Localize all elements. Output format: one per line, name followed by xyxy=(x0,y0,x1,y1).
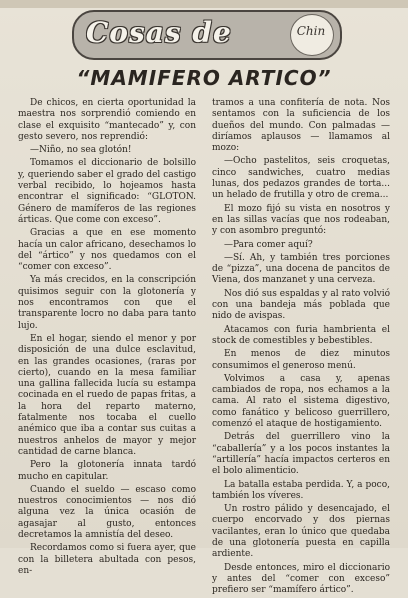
paragraph: —Sí. Ah, y también tres porciones de “pizza”, una docena de pancitos de Viena, dos manzanet y una cerveza. xyxy=(212,252,390,286)
paragraph: Cuando el sueldo — escaso como nuestros conocimientos — nos dió alguna vez la única ocasión de agasajar al gusto, entonces decretamos la amnistía del deseo. xyxy=(18,484,196,540)
paragraph: Pero la glotonería innata tardó mucho en capitular. xyxy=(18,460,196,482)
banner-logo: Chin xyxy=(296,24,326,38)
paragraph: Detrás del guerrillero vino la “caballería” y a los pocos instantes la “artillería” hacía impactos certeros en el bolo alimenticio. xyxy=(212,432,390,477)
paragraph: —Ocho pastelitos, seis croquetas, cinco sandwiches, cuatro medias lunas, dos pedazos grandes de torta... un helado de frutilla y otro de crema... xyxy=(212,156,390,201)
page-top-edge xyxy=(0,0,408,8)
paragraph: Ya más crecidos, en la conscripción quisimos seguir con la glotonería y nos encontramos con que el transparente locro no daba para tanto lujo. xyxy=(18,275,196,331)
paragraph: La batalla estaba perdida. Y, a poco, también los víveres. xyxy=(212,479,390,501)
paragraph: De chicos, en cierta oportunidad la maestra nos sorprendió comiendo en clase el exquisito “mantecado” y, con gesto severo, nos reprendió: xyxy=(18,98,196,142)
paragraph: El mozo fijó su vista en nosotros y en las sillas vacías que nos rodeaban, y con asombro preguntó: xyxy=(212,203,390,237)
paragraph: Desde entonces, miro el diccionario y antes del “comer con exceso” prefiero ser “mamífero ártico”. xyxy=(212,562,390,596)
paragraph: En menos de diez minutos consumimos el generoso menú. xyxy=(212,349,390,371)
paragraph: tramos a una confitería de nota. Nos sentamos con la suficiencia de los dueños del mundo. Con palmadas — diríamos aplausos — llamamos al mozo: xyxy=(212,98,390,154)
paragraph: Tomamos el diccionario de bolsillo y, queriendo saber el grado del castigo verbal recibido, lo hojeamos hasta encontrar el significado: “GLOTON. Género de mamíferos de las regiones árticas. Que come con exceso”. xyxy=(18,158,196,225)
paragraph: Recordamos como si fuera ayer, que con la billetera abultada con pesos, en- xyxy=(18,543,196,576)
article-column-right xyxy=(212,98,390,598)
article-column-left xyxy=(18,98,196,579)
paragraph: Un rostro pálido y desencajado, el cuerpo encorvado y dos piernas vacilantes, eran lo único que quedaba de una glotonería puesta en capilla ardiente. xyxy=(212,504,390,560)
paragraph: En el hogar, siendo el menor y por disposición de una dulce esclavitud, en las grandes ocasiones, (raras por cierto), cuando en la mesa familiar una gallina fallecida lucía su estampa cocinada en el ruedo de papas fritas, a la hora del reparto materno, fatalmente nos tocaba el cuello anémico que iba a contar sus cuitas a nuestros anhelos de mayor y mejor cantidad de carne blanca. xyxy=(18,333,196,457)
banner-title: Cosas de xyxy=(86,16,232,49)
paragraph: —Niño, no sea glotón! xyxy=(30,145,132,156)
paragraph: —Para comer aquí? xyxy=(224,239,313,250)
article-headline: “MAMIFERO ARTICO” xyxy=(76,66,332,90)
paragraph: Volvimos a casa y, apenas cambiados de ropa, nos echamos a la cama. Al rato el sistema digestivo, como fanático y belicoso guerrillero, comenzó el ataque de hostigamiento. xyxy=(212,373,390,430)
paragraph: Nos dió sus espaldas y al rato volvió con una bandeja más poblada que nido de avispas. xyxy=(212,288,390,322)
column-banner xyxy=(72,10,342,60)
paragraph: Gracias a que en ese momento hacía un calor africano, desechamos lo del “ártico” y nos quedamos con el “comer con exceso”. xyxy=(18,228,196,273)
paragraph: Atacamos con furia hambrienta el stock de comestibles y bebestibles. xyxy=(212,324,390,346)
